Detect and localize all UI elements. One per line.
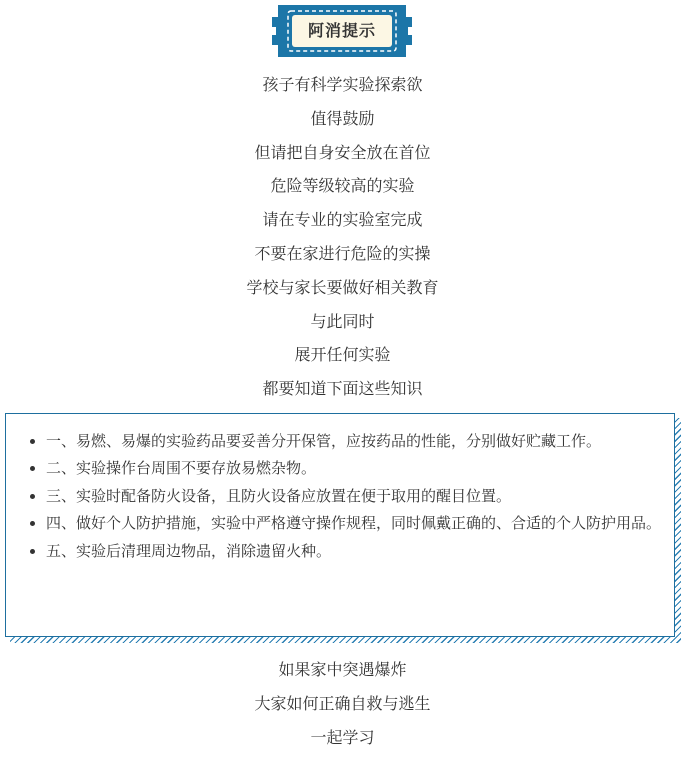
outro-line: 如果家中突遇爆炸 [278,660,407,679]
tip-item: • 三、实验时配备防火设备，且防火设备应放置在便于取用的醒目位置。 [46,483,662,510]
intro-line: 展开任何实验 [294,345,391,365]
tips-box [5,413,675,637]
intro-line: 孩子有科学实验探索欲 [262,75,423,94]
tips-list [6,414,674,565]
tip-item: • 四、做好个人防护措施，实验中严格遵守操作规程，同时佩戴正确的、合适的个人防护用品。 [46,510,662,537]
tip-item: • 二、实验操作台周围不要存放易燃杂物。 [46,455,662,482]
intro-lines [0,68,685,406]
title-badge [272,5,412,57]
intro-line: 请在专业的实验室完成 [262,210,423,230]
intro-line: 但请把自身安全放在首位 [254,142,431,162]
outro-line: 一起学习 [310,728,375,747]
intro-line: 与此同时 [310,311,375,331]
outro-lines [0,653,685,755]
intro-line: 不要在家进行危险的实操 [254,243,431,263]
intro-line: 学校与家长要做好相关教育 [246,277,439,297]
tip-item: • 五、实验后清理周边物品，消除遗留火种。 [46,538,662,565]
outro-line: 大家如何正确自救与逃生 [254,694,431,713]
tip-item: • 一、易燃、易爆的实验药品要妥善分开保管，应按药品的性能，分别做好贮藏工作。 [46,428,662,455]
intro-line: 危险等级较高的实验 [270,176,415,196]
intro-line: 值得鼓励 [310,108,375,128]
intro-line: 都要知道下面这些知识 [262,379,423,399]
badge-title: 阿消提示 [307,21,376,40]
